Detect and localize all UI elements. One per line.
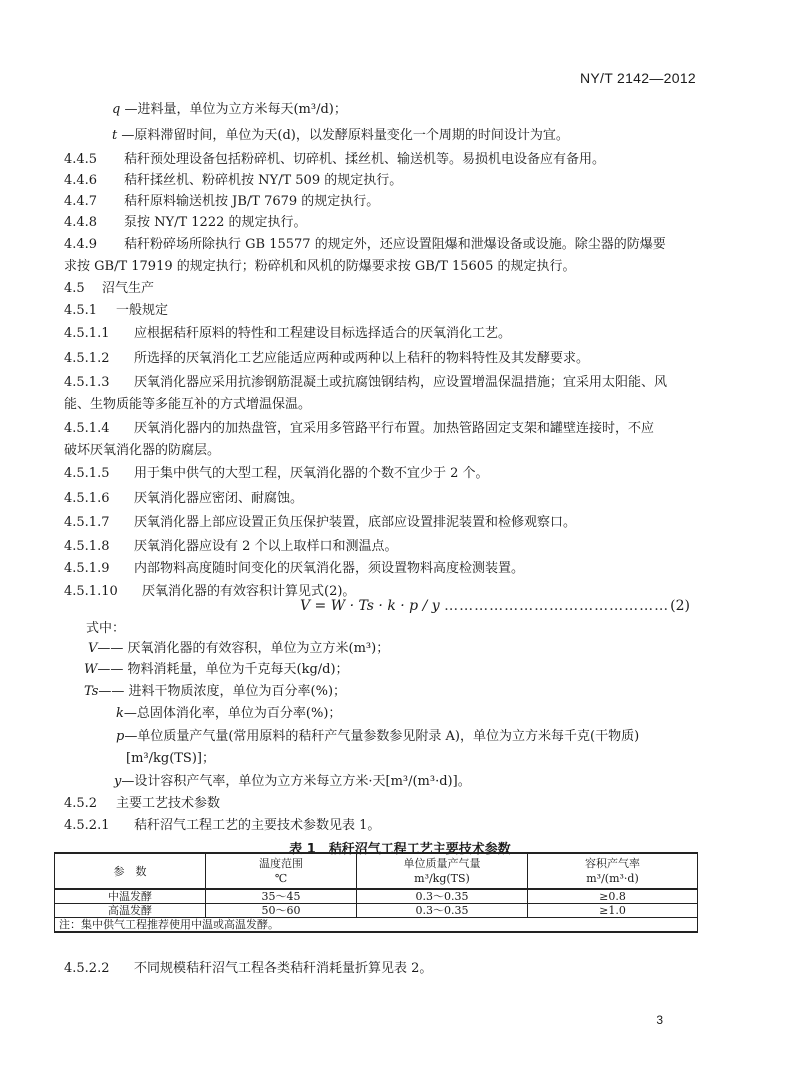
- clause-number: 4.5.2.1: [64, 818, 110, 833]
- clause-text: 秸秆粉碎场所除执行 GB 15577 的规定外，还应设置阻爆和泄爆设备或设施。除尘器的防爆要: [124, 237, 666, 252]
- clause-text: 求按 GB/T 17919 的规定执行；粉碎机和风机的防爆要求按 GB/T 15605 的规定执行。: [64, 259, 576, 274]
- table-cell: 0.3～0.35: [357, 889, 528, 904]
- clause-text: 内部物料高度随时间变化的厌氧消化器，须设置物料高度检测装置。: [134, 561, 525, 576]
- header-temperature: [206, 853, 357, 889]
- clause-4-5-2-1: [64, 817, 380, 835]
- clause-text: 厌氧消化器应采用抗渗钢筋混凝土或抗腐蚀钢结构，应设置增温保温措施；宜采用太阳能、风: [134, 375, 668, 390]
- header-unit: m³/kg(TS): [414, 872, 470, 885]
- variable-definition: —— 进料干物质浓度，单位为百分率(%)；: [98, 684, 347, 699]
- clause-number: 4.4.5: [64, 152, 98, 167]
- formula-expression: V = W · Ts · k · p / y: [300, 598, 440, 614]
- section-4-5: [64, 280, 154, 298]
- clause-4-5-1-5: [64, 465, 489, 483]
- variable-k: [116, 705, 341, 723]
- line-t: [112, 127, 569, 145]
- clause-4-4-8: [64, 214, 307, 232]
- clause-text: 秸秆沼气工程工艺的主要技术参数见表 1。: [134, 818, 381, 833]
- section-heading: 沼气生产: [102, 281, 155, 296]
- clause-4-4-6: [64, 172, 402, 190]
- clause-number: 4.5.1.2: [64, 351, 110, 366]
- formula-number: (2): [670, 598, 690, 614]
- clause-text: 厌氧消化器上部应设置正负压保护装置，底部应设置排泥装置和检修观察口。: [134, 515, 577, 530]
- line-text: —进料量，单位为立方米每天(m³/d)；: [124, 102, 347, 117]
- clause-number: 4.5.1.3: [64, 375, 110, 390]
- clause-text: 秸秆揉丝机、粉碎机按 NY/T 509 的规定执行。: [124, 173, 403, 188]
- clause-text: 秸秆原料输送机按 JB/T 7679 的规定执行。: [124, 194, 380, 209]
- clause-text: 厌氧消化器应密闭、耐腐蚀。: [134, 491, 304, 506]
- clause-text: 破坏厌氧消化器的防腐层。: [64, 443, 221, 458]
- variable-symbol: y: [114, 774, 122, 789]
- clause-number: 4.5.2: [64, 796, 98, 811]
- variable-symbol: p: [116, 729, 125, 744]
- table-cell: 0.3～0.35: [357, 904, 528, 918]
- clause-4-4-7: [64, 193, 379, 211]
- clause-number: 4.5.1.8: [64, 539, 110, 554]
- var-t: t: [112, 128, 118, 143]
- page-number: 3: [656, 1013, 663, 1027]
- clause-number: 4.4.8: [64, 215, 98, 230]
- section-heading: 一般规定: [116, 303, 169, 318]
- clause-number: 4.4.7: [64, 194, 98, 209]
- standard-code: NY/T 2142—2012: [579, 70, 696, 86]
- clause-4-5-1-8: [64, 538, 398, 556]
- table-row: [55, 904, 698, 918]
- table-cell: 35～45: [206, 889, 357, 904]
- header-volumetric-rate: [528, 853, 698, 889]
- variable-p: [116, 728, 639, 746]
- clause-4-4-9-cont: [64, 258, 575, 276]
- clause-number: 4.5.1.10: [64, 584, 118, 599]
- table-row: [55, 889, 698, 904]
- clause-4-5-1-2: [64, 350, 589, 368]
- formula-2: [300, 598, 690, 614]
- clause-text: 秸秆预处理设备包括粉碎机、切碎机、揉丝机、输送机等。易损机电设备应有备用。: [124, 152, 606, 167]
- clause-number: 4.5.1.4: [64, 421, 110, 436]
- section-heading: 主要工艺技术参数: [116, 796, 221, 811]
- table-cell: 高温发酵: [55, 904, 206, 918]
- variable-definition: [m³/kg(TS)]；: [126, 751, 215, 766]
- clause-number: 4.5.1.5: [64, 466, 110, 481]
- clause-number: 4.5.1: [64, 303, 98, 318]
- clause-text: 应根据秸秆原料的特性和工程建设目标选择适合的厌氧消化工艺。: [134, 326, 512, 341]
- table-note: 注：集中供气工程推荐使用中温或高温发酵。: [55, 918, 698, 933]
- variable-V: [88, 640, 389, 658]
- clause-text: 所选择的厌氧消化工艺应能适应两种或两种以上秸秆的物料特性及其发酵要求。: [134, 351, 590, 366]
- clause-text: 厌氧消化器应设有 2 个以上取样口和测温点。: [134, 539, 398, 554]
- variable-definition: —设计容积产气率，单位为立方米每立方米·天[m³/(m³·d)]。: [121, 774, 471, 789]
- variable-W: [84, 661, 349, 679]
- clause-number: 4.4.9: [64, 237, 98, 252]
- header-label: 容积产气率: [585, 857, 640, 870]
- variable-definition: —单位质量产气量(常用原料的秸秆产气量参数参见附录 A)，单位为立方米每千克(干物质): [124, 729, 640, 744]
- clause-text: 厌氧消化器内的加热盘管，宜采用多管路平行布置。加热管路固定支架和罐壁连接时，不应: [134, 421, 655, 436]
- clause-4-5-1-3: [64, 374, 667, 392]
- header-gas-yield: [357, 853, 528, 889]
- variable-symbol: V: [88, 641, 98, 656]
- clause-4-4-9: [64, 236, 666, 254]
- variable-definition: —— 厌氧消化器的有效容积，单位为立方米(m³)；: [97, 641, 390, 656]
- table-note-row: [55, 918, 698, 933]
- clause-4-5-1-1: [64, 325, 511, 343]
- table-cell: ≥0.8: [528, 889, 698, 904]
- clause-number: 4.5.1.1: [64, 326, 110, 341]
- header-label: 参 数: [113, 864, 147, 878]
- clause-text: 能、生物质能等多能互补的方式增温保温。: [64, 397, 312, 412]
- formula-leader-dots: ………………………………………: [444, 598, 670, 614]
- header-parameter: [55, 853, 206, 889]
- table-cell: ≥1.0: [528, 904, 698, 918]
- clause-4-5-1-6: [64, 490, 303, 508]
- clause-4-5-1-3-cont: [64, 396, 311, 414]
- clause-number: 4.5.1.9: [64, 561, 110, 576]
- variable-definition: —— 物料消耗量，单位为千克每天(kg/d)；: [97, 662, 349, 677]
- variable-p-cont: [126, 750, 215, 768]
- header-unit: ℃: [274, 872, 288, 885]
- line-q: [112, 101, 347, 119]
- clause-text: 厌氧消化器的有效容积计算见式(2)。: [142, 584, 356, 599]
- variable-definition: —总固体消化率，单位为百分率(%)；: [123, 706, 342, 721]
- clause-4-4-5: [64, 151, 605, 169]
- section-4-5-2: [64, 795, 220, 813]
- clause-4-5-2-2: [64, 960, 432, 978]
- clause-number: 4.5.1.6: [64, 491, 110, 506]
- table-header-row: [55, 853, 698, 889]
- variable-Ts: [84, 683, 346, 701]
- variable-y: [114, 773, 471, 791]
- var-q: q: [112, 102, 121, 117]
- table-1-title: 表 1 秸秆沼气工程工艺主要技术参数: [289, 842, 511, 857]
- clause-number: 4.5.1.7: [64, 515, 110, 530]
- header-label: 单位质量产气量: [403, 857, 481, 870]
- clause-4-5-1-4: [64, 420, 654, 438]
- variable-symbol: k: [116, 706, 124, 721]
- clause-text: 不同规模秸秆沼气工程各类秸秆消耗量折算见表 2。: [134, 961, 433, 976]
- variable-symbol: W: [84, 662, 98, 677]
- clause-4-5-1-9: [64, 560, 524, 578]
- table-cell: 50～60: [206, 904, 357, 918]
- table-cell: 中温发酵: [55, 889, 206, 904]
- section-4-5-1: [64, 302, 168, 320]
- clause-4-5-1-4-cont: [64, 442, 220, 460]
- line-text: —原料滞留时间，单位为天(d)，以发酵原料量变化一个周期的时间设计为宜。: [121, 128, 569, 143]
- variable-symbol: Ts: [84, 684, 99, 699]
- clause-number: 4.4.6: [64, 173, 98, 188]
- where-label: 式中：: [86, 621, 126, 636]
- clause-text: 用于集中供气的大型工程，厌氧消化器的个数不宜少于 2 个。: [134, 466, 489, 481]
- clause-number: 4.5: [64, 281, 85, 296]
- clause-text: 泵按 NY/T 1222 的规定执行。: [124, 215, 307, 230]
- clause-number: 4.5.2.2: [64, 961, 110, 976]
- clause-4-5-1-7: [64, 514, 576, 532]
- header-label: 温度范围: [259, 857, 303, 870]
- parameters-table: [54, 852, 698, 933]
- header-unit: m³/(m³·d): [586, 872, 639, 885]
